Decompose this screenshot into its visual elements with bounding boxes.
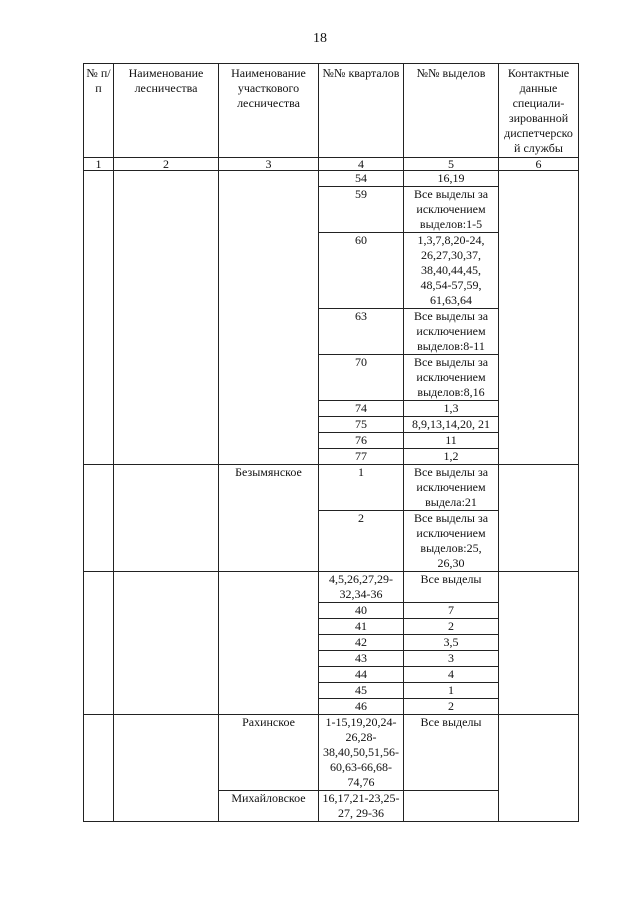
column-number: 2 [114, 158, 219, 171]
plots-cell: 1,3 [404, 401, 499, 417]
row-number-cell [84, 572, 114, 715]
plots-cell: Все выделы за исключением выделов:8-11 [404, 309, 499, 355]
contact-cell [499, 465, 579, 572]
forestry-cell [114, 171, 219, 465]
quarter-cell: 60 [319, 233, 404, 309]
forest-table [83, 63, 579, 822]
quarter-cell: 59 [319, 187, 404, 233]
quarter-cell: 1 [319, 465, 404, 511]
header-contacts: Контактные данные специали-зированной диспетчерской службы [499, 64, 579, 158]
header-forestry: Наименование лесничества [114, 64, 219, 158]
row-number-cell [84, 715, 114, 791]
forestry-cell [114, 791, 219, 822]
quarter-cell: 75 [319, 417, 404, 433]
plots-cell: 7 [404, 603, 499, 619]
row-number-cell [84, 171, 114, 465]
table-body [84, 171, 579, 822]
plots-cell: 1 [404, 683, 499, 699]
header-number: № п/п [84, 64, 114, 158]
row-number-cell [84, 465, 114, 572]
plots-cell: Все выделы за исключением выделов:8,16 [404, 355, 499, 401]
contact-cell [499, 791, 579, 822]
table-row [84, 791, 579, 822]
quarter-cell: 41 [319, 619, 404, 635]
quarter-cell: 46 [319, 699, 404, 715]
table-row [84, 715, 579, 791]
quarter-cell: 77 [319, 449, 404, 465]
plots-cell: 3 [404, 651, 499, 667]
plots-cell: 1,3,7,8,20-24, 26,27,30,37, 38,40,44,45, 48,54-57,59, 61,63,64 [404, 233, 499, 309]
quarter-cell: 4,5,26,27,29-32,34-36 [319, 572, 404, 603]
plots-cell: 16,19 [404, 171, 499, 187]
header-quarters: №№ кварталов [319, 64, 404, 158]
column-number: 3 [219, 158, 319, 171]
quarter-cell: 43 [319, 651, 404, 667]
table-row [84, 465, 579, 511]
plots-cell [404, 791, 499, 822]
quarter-cell: 76 [319, 433, 404, 449]
table-row [84, 572, 579, 603]
district-cell: Безымянское [219, 465, 319, 572]
column-number: 6 [499, 158, 579, 171]
plots-cell: 3,5 [404, 635, 499, 651]
quarter-cell: 1-15,19,20,24-26,28-38,40,50,51,56-60,63-66,68-74,76 [319, 715, 404, 791]
quarter-cell: 40 [319, 603, 404, 619]
plots-cell: 8,9,13,14,20, 21 [404, 417, 499, 433]
district-cell [219, 572, 319, 715]
contact-cell [499, 171, 579, 465]
plots-cell: 11 [404, 433, 499, 449]
row-number-cell [84, 791, 114, 822]
quarter-cell: 45 [319, 683, 404, 699]
quarter-cell: 42 [319, 635, 404, 651]
contact-cell [499, 572, 579, 715]
column-numbers-row [84, 158, 579, 171]
district-cell [219, 171, 319, 465]
quarter-cell: 44 [319, 667, 404, 683]
header-plots: №№ выделов [404, 64, 499, 158]
column-number: 1 [84, 158, 114, 171]
forestry-cell [114, 715, 219, 791]
plots-cell: 4 [404, 667, 499, 683]
quarter-cell: 2 [319, 511, 404, 572]
contact-cell [499, 715, 579, 791]
quarter-cell: 74 [319, 401, 404, 417]
plots-cell: Все выделы за исключением выделов:1-5 [404, 187, 499, 233]
quarter-cell: 70 [319, 355, 404, 401]
plots-cell: 1,2 [404, 449, 499, 465]
quarter-cell: 63 [319, 309, 404, 355]
plots-cell: Все выделы за исключением выдела:21 [404, 465, 499, 511]
plots-cell: 2 [404, 699, 499, 715]
column-number: 4 [319, 158, 404, 171]
quarter-cell: 54 [319, 171, 404, 187]
page-number: 18 [313, 31, 327, 46]
district-cell: Рахинское [219, 715, 319, 791]
plots-cell: Все выделы за исключением выделов:25, 26,30 [404, 511, 499, 572]
table-row [84, 171, 579, 187]
plots-cell: 2 [404, 619, 499, 635]
column-number: 5 [404, 158, 499, 171]
plots-cell: Все выделы [404, 715, 499, 791]
quarter-cell: 16,17,21-23,25-27, 29-36 [319, 791, 404, 822]
header-district: Наименование участкового лесничества [219, 64, 319, 158]
forestry-cell [114, 572, 219, 715]
plots-cell: Все выделы [404, 572, 499, 603]
district-cell: Михайловское [219, 791, 319, 822]
header-row [84, 64, 579, 158]
forestry-cell [114, 465, 219, 572]
